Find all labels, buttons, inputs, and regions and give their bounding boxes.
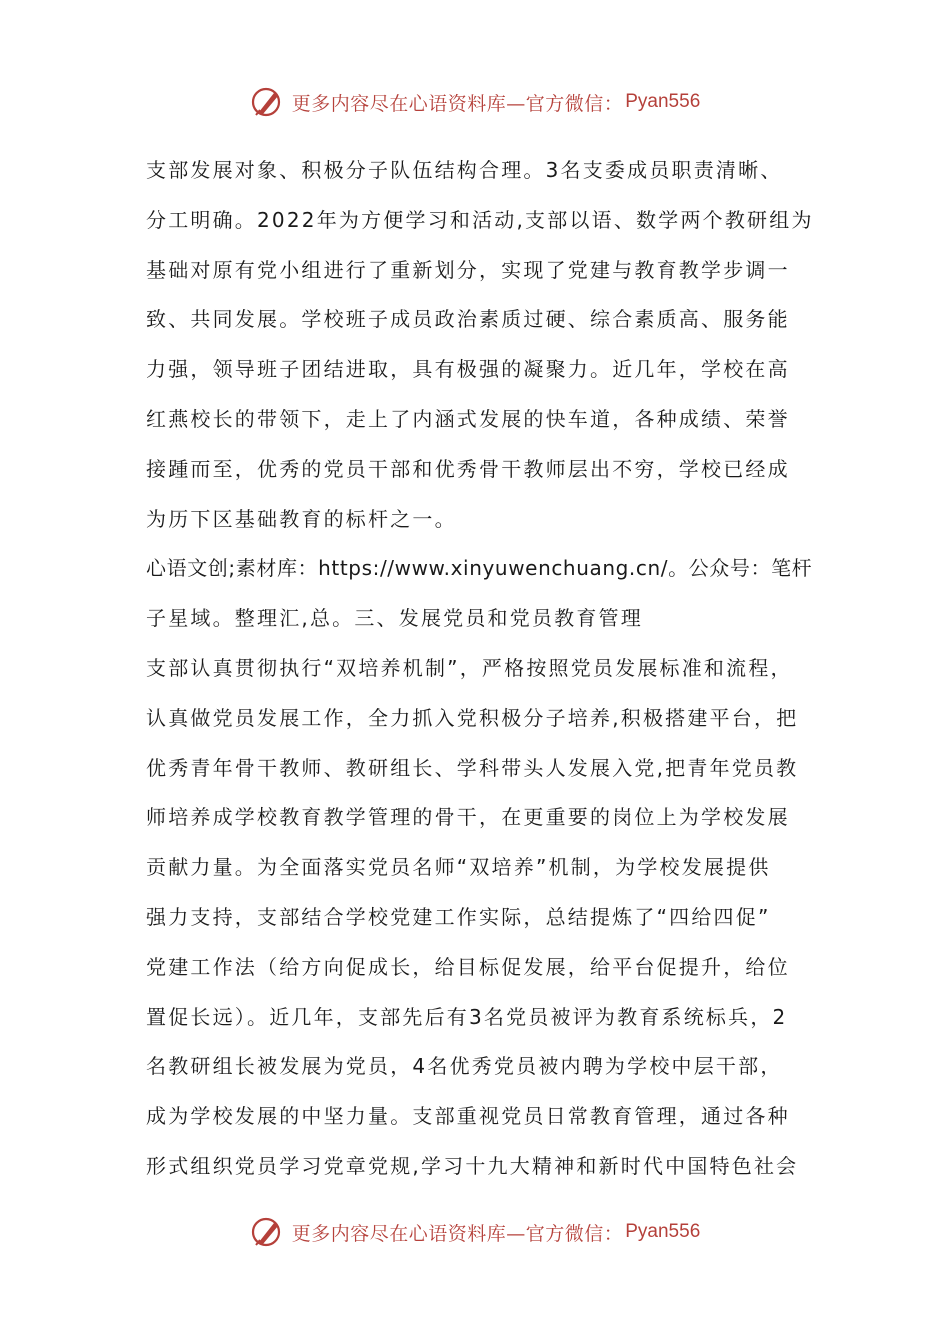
- body-line: 强力支持，支部结合学校党建工作实际，总结提炼了“四给四促”: [146, 904, 771, 929]
- body-line: 基础对原有党小组进行了重新划分，实现了党建与教育教学步调一: [146, 257, 790, 282]
- body-line-with-link: 心语文创;素材库：https://www.xinyuwenchuang.cn/。公众号：笔杆: [146, 556, 813, 581]
- body-line: 支部发展对象、积极分子队伍结构合理。3名支委成员职责清晰、: [146, 158, 783, 182]
- body-line: 形式组织党员学习党章党规,学习十九大精神和新时代中国特色社会: [146, 1153, 799, 1178]
- footer-banner: [0, 1210, 950, 1254]
- body-line: 置促长远）。近几年，支部先后有3名党员被评为教育系统标兵，2: [146, 1004, 788, 1029]
- body-line: 认真做党员发展工作，全力抓入党积极分子培养,积极搭建平台，把: [146, 705, 799, 730]
- body-line: 为历下区基础教育的标杆之一。: [146, 506, 457, 531]
- body-line: 分工明确。2022年为方便学习和活动,支部以语、数学两个教研组为: [146, 207, 814, 232]
- body-line: 接踵而至，优秀的党员干部和优秀骨干教师层出不穷，学校已经成: [146, 456, 790, 481]
- header-text: 更多内容尽在心语资料库—官方微信：: [291, 92, 624, 115]
- body-line: 名教研组长被发展为党员，4名优秀党员被内聘为学校中层干部，: [146, 1054, 783, 1079]
- body-line: 红燕校长的带领下，走上了内涵式发展的快车道，各种成绩、荣誉: [146, 406, 790, 431]
- body-line: 支部认真贯彻执行“双培养机制”，严格按照党员发展标准和流程，: [146, 655, 793, 680]
- body-line: 力强，领导班子团结进取，具有极强的凝聚力。近几年，学校在高: [146, 357, 790, 382]
- header-banner: [0, 80, 950, 124]
- pen-nib-logo-icon: [250, 1215, 284, 1249]
- body-line: 贡献力量。为全面落实党员名师“双培养”机制，为学校发展提供: [146, 855, 771, 880]
- pen-nib-logo-icon: [250, 85, 284, 119]
- body-line: 师培养成学校教育教学管理的骨干，在更重要的岗位上为学校发展: [146, 805, 790, 830]
- body-line: 子星域。整理汇,总。三、发展党员和党员教育管理: [146, 606, 643, 631]
- footer-text: 更多内容尽在心语资料库—官方微信：: [291, 1222, 624, 1245]
- document-body: [146, 146, 816, 1192]
- body-line: 成为学校发展的中坚力量。支部重视党员日常教育管理，通过各种: [146, 1104, 790, 1129]
- body-line: 党建工作法（给方向促成长，给目标促发展，给平台促提升，给位: [146, 954, 790, 979]
- header-wechat-id: Pyan556: [625, 91, 701, 112]
- body-line: 致、共同发展。学校班子成员政治素质过硬、综合素质高、服务能: [146, 307, 790, 332]
- body-line: 优秀青年骨干教师、教研组长、学科带头人发展入党,把青年党员教: [146, 755, 799, 780]
- footer-wechat-id: Pyan556: [625, 1221, 701, 1242]
